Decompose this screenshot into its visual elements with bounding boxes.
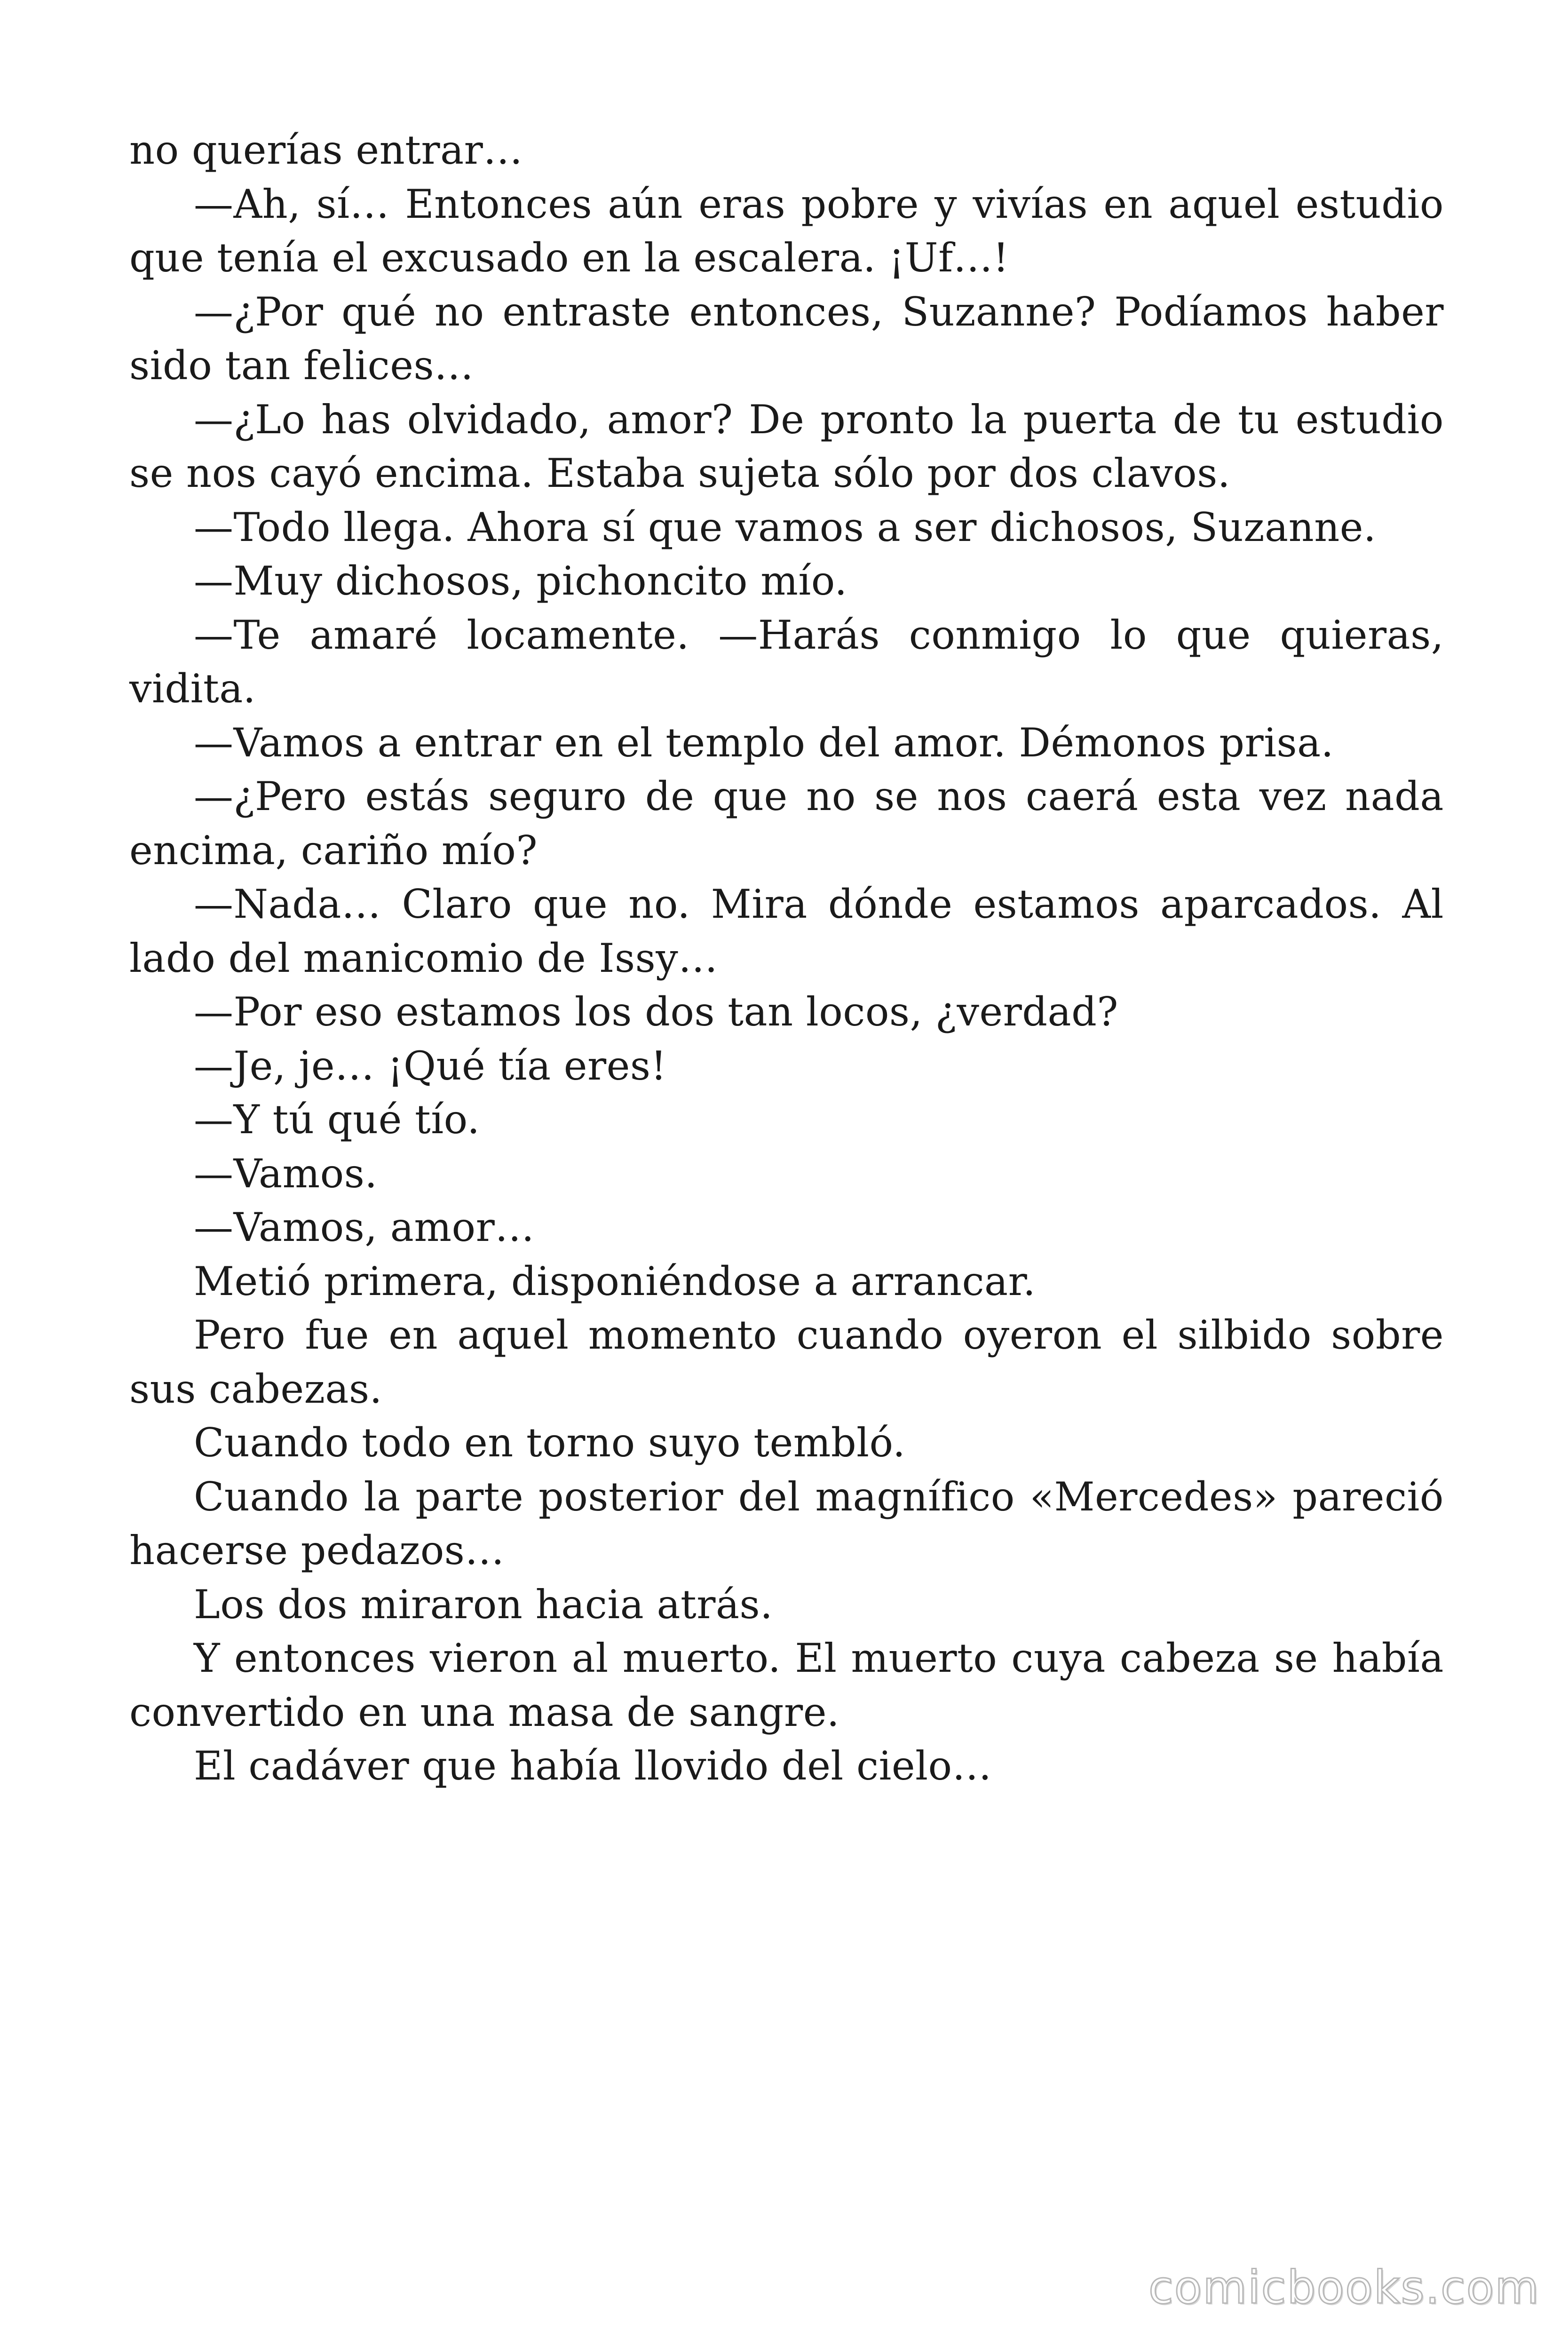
paragraph: Los dos miraron hacia atrás.: [194, 1581, 773, 1628]
watermark-text: comicbooks.com: [1148, 2261, 1540, 2314]
paragraph: Cuando la parte posterior del magnífico «Mercedes» pareció hacerse pedazos…: [129, 1473, 1444, 1573]
paragraph: —Je, je… ¡Qué tía eres!: [194, 1042, 667, 1089]
paragraph: —¿Por qué no entraste entonces, Suzanne? Podíamos haber sido tan felices…: [129, 288, 1444, 389]
paragraph: Cuando todo en torno suyo tembló.: [194, 1420, 906, 1466]
paragraph: —Vamos.: [194, 1150, 378, 1197]
paragraph: —¿Pero estás seguro de que no se nos caerá esta vez nada encima, cariño mío?: [129, 773, 1444, 874]
page-body-text: [129, 123, 1444, 1793]
paragraph: —Y tú qué tío.: [194, 1097, 480, 1143]
paragraph: Metió primera, disponiéndose a arrancar.: [194, 1258, 1036, 1304]
paragraph: —Vamos a entrar en el templo del amor. Démonos prisa.: [194, 719, 1334, 766]
paragraph: —Vamos, amor…: [194, 1204, 535, 1250]
paragraph: —Nada… Claro que no. Mira dónde estamos aparcados. Al lado del manicomio de Issy…: [129, 881, 1444, 981]
paragraph: —¿Lo has olvidado, amor? De pronto la puerta de tu estudio se nos cayó encima. Estaba sujeta sólo por dos clavos.: [129, 396, 1444, 496]
paragraph: —Muy dichosos, pichoncito mío.: [194, 558, 847, 604]
paragraph: —Ah, sí… Entonces aún eras pobre y vivías en aquel estudio que tenía el excusado en la escalera. ¡Uf…!: [129, 181, 1444, 281]
paragraph: —Te amaré locamente. —Harás conmigo lo que quieras, vidita.: [129, 612, 1444, 712]
paragraph: no querías entrar…: [129, 127, 523, 173]
paragraph: Pero fue en aquel momento cuando oyeron el silbido sobre sus cabezas.: [129, 1312, 1444, 1412]
paragraph: Y entonces vieron al muerto. El muerto cuya cabeza se había convertido en una masa de sangre.: [129, 1635, 1444, 1735]
paragraph: El cadáver que había llovido del cielo…: [194, 1743, 992, 1789]
paragraph: —Todo llega. Ahora sí que vamos a ser dichosos, Suzanne.: [194, 504, 1377, 550]
paragraph: —Por eso estamos los dos tan locos, ¿verdad?: [194, 989, 1118, 1035]
